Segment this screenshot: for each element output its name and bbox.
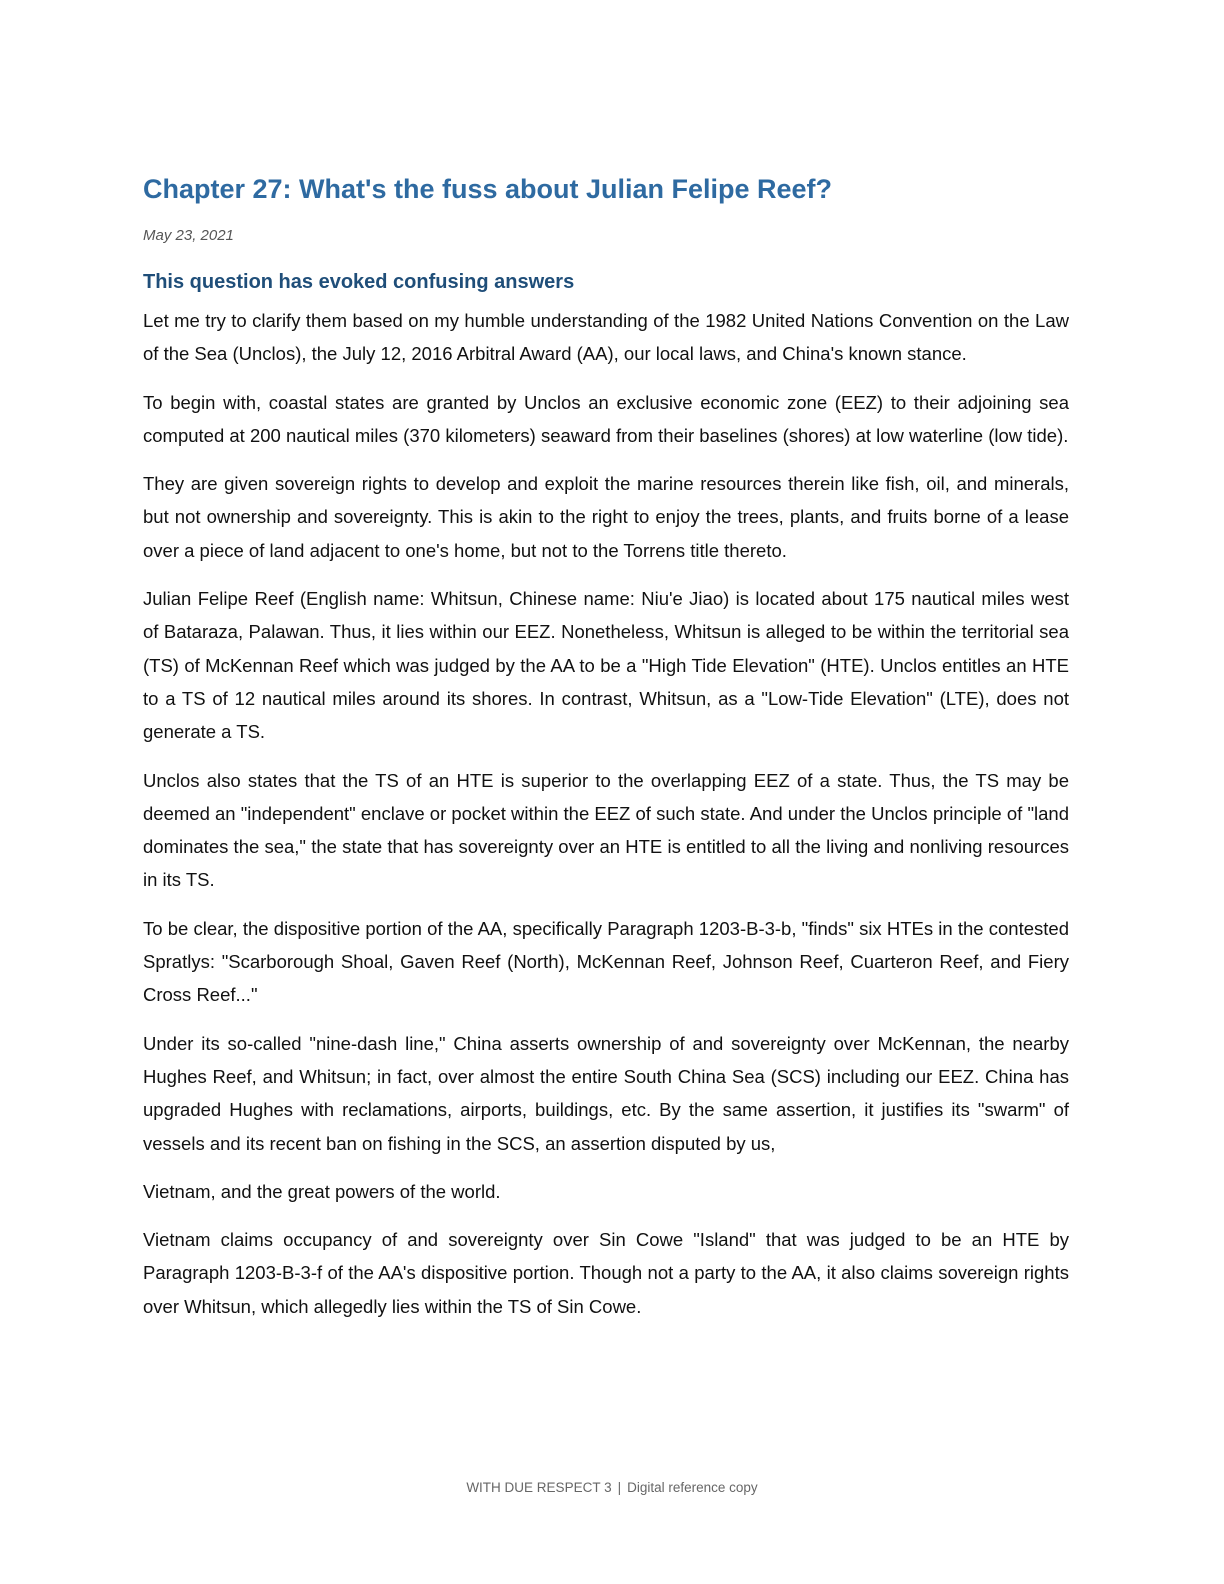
- footer-separator: |: [617, 1480, 622, 1495]
- paragraph: Let me try to clarify them based on my humble understanding of the 1982 United Nations Convention on the Law of the Sea (Unclos), the July 12, 2016 Arbitral Award (AA), our local laws, and China's known stance.: [143, 310, 1069, 365]
- paragraph: Julian Felipe Reef (English name: Whitsun, Chinese name: Niu'e Jiao) is located about 175 nautical miles west of Bataraza, Palawan. Thus, it lies within our EEZ. Nonetheless, Whitsun is alleged to be within the territorial sea (TS) of McKennan Reef which was judged by the AA to be a "High Tide Elevation" (HTE). Unclos entitles an HTE to a TS of 12 nautical miles around its shores. In contrast, Whitsun, as a "Low-Tide Elevation" (LTE), does not generate a TS.: [143, 588, 1069, 743]
- footer-note: Digital reference copy: [627, 1480, 758, 1495]
- footer-book-title: WITH DUE RESPECT 3: [466, 1480, 612, 1495]
- paragraph: Vietnam claims occupancy of and sovereignty over Sin Cowe "Island" that was judged to be an HTE by Paragraph 1203-B-3-f of the AA's dispositive portion. Though not a party to the AA, it also claims sovereign rights over Whitsun, which allegedly lies within the TS of Sin Cowe.: [143, 1229, 1069, 1317]
- paragraph: To be clear, the dispositive portion of the AA, specifically Paragraph 1203-B-3-b, "finds" six HTEs in the contested Spratlys: "Scarborough Shoal, Gaven Reef (North), McKennan Reef, Johnson Reef, Cuarteron Reef, and Fiery Cross Reef...": [143, 917, 1069, 1006]
- section-heading: This question has evoked confusing answers: [143, 271, 575, 293]
- paragraph: They are given sovereign rights to develop and exploit the marine resources therein like fish, oil, and minerals, but not ownership and sovereignty. This is akin to the right to enjoy the trees, plants, and fruits borne of a lease over a piece of land adjacent to one's home, but not to the Torrens title thereto.: [143, 473, 1069, 561]
- page-footer: [0, 1478, 1224, 1498]
- document-page: [143, 170, 1069, 1338]
- paragraph: Under its so-called "nine-dash line," China asserts ownership of and sovereignty over McKennan, the nearby Hughes Reef, and Whitsun; in fact, over almost the entire South China Sea (SCS) including our EEZ. China has upgraded Hughes with reclamations, airports, buildings, etc. By the same assertion, it justifies its "swarm" of vessels and its recent ban on fishing in the SCS, an assertion disputed by us,: [143, 1032, 1069, 1154]
- chapter-title: Chapter 27: What's the fuss about Julian Felipe Reef?: [143, 174, 833, 204]
- paragraph: Vietnam, and the great powers of the world.: [143, 1180, 501, 1202]
- paragraph: Unclos also states that the TS of an HTE is superior to the overlapping EEZ of a state. Thus, the TS may be deemed an "independent" enclave or pocket within the EEZ of such state. And under the Unclos principle of "land dominates the sea," the state that has sovereignty over an HTE is entitled to all the living and nonliving resources in its TS.: [143, 769, 1069, 891]
- publication-date: May 23, 2021: [143, 227, 234, 244]
- paragraph: To begin with, coastal states are granted by Unclos an exclusive economic zone (EEZ) to their adjoining sea computed at 200 nautical miles (370 kilometers) seaward from their baselines (shores) at low waterline (low tide).: [143, 391, 1069, 446]
